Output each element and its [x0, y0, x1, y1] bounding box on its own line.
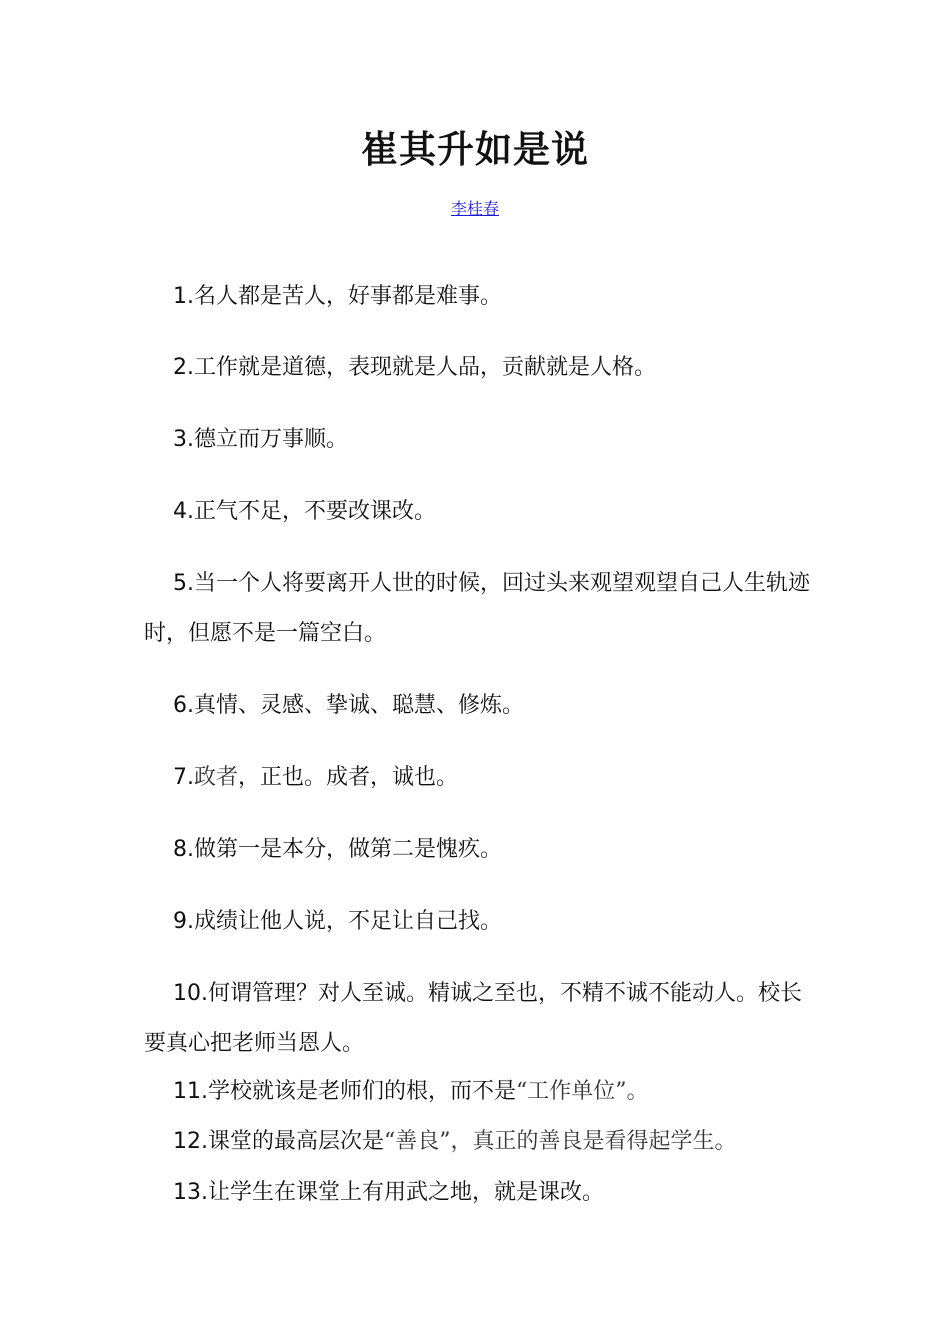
quote-item-12-serif-text: “善良”，真正的善良是看得起学生。 [384, 1129, 737, 1154]
quote-item-11 [144, 1067, 812, 1117]
quote-item-7-number: 7. [173, 765, 194, 790]
quote-item-12 [144, 1117, 812, 1167]
quote-item-8: 8.做第一是本分，做第二是愧疚。 [173, 837, 502, 862]
page-title: 崔其升如是说 [361, 128, 589, 171]
quote-item-6: 6.真情、灵感、挚诚、聪慧、修炼。 [173, 693, 524, 718]
quote-item-9: 9.成绩让他人说，不足让自己找。 [173, 909, 502, 934]
quote-item-1: 1.名人都是苦人，好事都是难事。 [173, 284, 502, 309]
quote-item-11-serif-text: “工作单位”。 [516, 1079, 649, 1104]
quote-item-12-text: 12.课堂的最高层次是 [173, 1129, 384, 1154]
quote-item-10: 10.何谓管理？对人至诚。精诚之至也，不精不诚不能动人。校长要真心把老师当恩人。 [144, 981, 802, 1056]
author-byline [0, 198, 950, 220]
quote-item-7-rest: ，正也。成者，诚也。 [238, 765, 459, 790]
quote-item-3: 3.德立而万事顺。 [173, 427, 348, 452]
quote-item-4: 4.正气不足，不要改课改。 [173, 499, 436, 524]
quote-item-7 [144, 753, 812, 803]
author-link[interactable]: 李桂春 [450, 199, 499, 218]
quote-item-11-text: 11.学校就该是老师们的根，而不是 [173, 1079, 516, 1104]
quote-item-13: 13.让学生在课堂上有用武之地，就是课改。 [173, 1180, 604, 1205]
quote-item-2: 2.工作就是道德，表现就是人品，贡献就是人格。 [173, 355, 656, 380]
quote-item-5: 5.当一个人将要离开人世的时候，回过头来观望观望自己人生轨迹时，但愿不是一篇空白。 [144, 571, 810, 646]
quote-item-7-serif-text: 政者 [194, 765, 239, 790]
